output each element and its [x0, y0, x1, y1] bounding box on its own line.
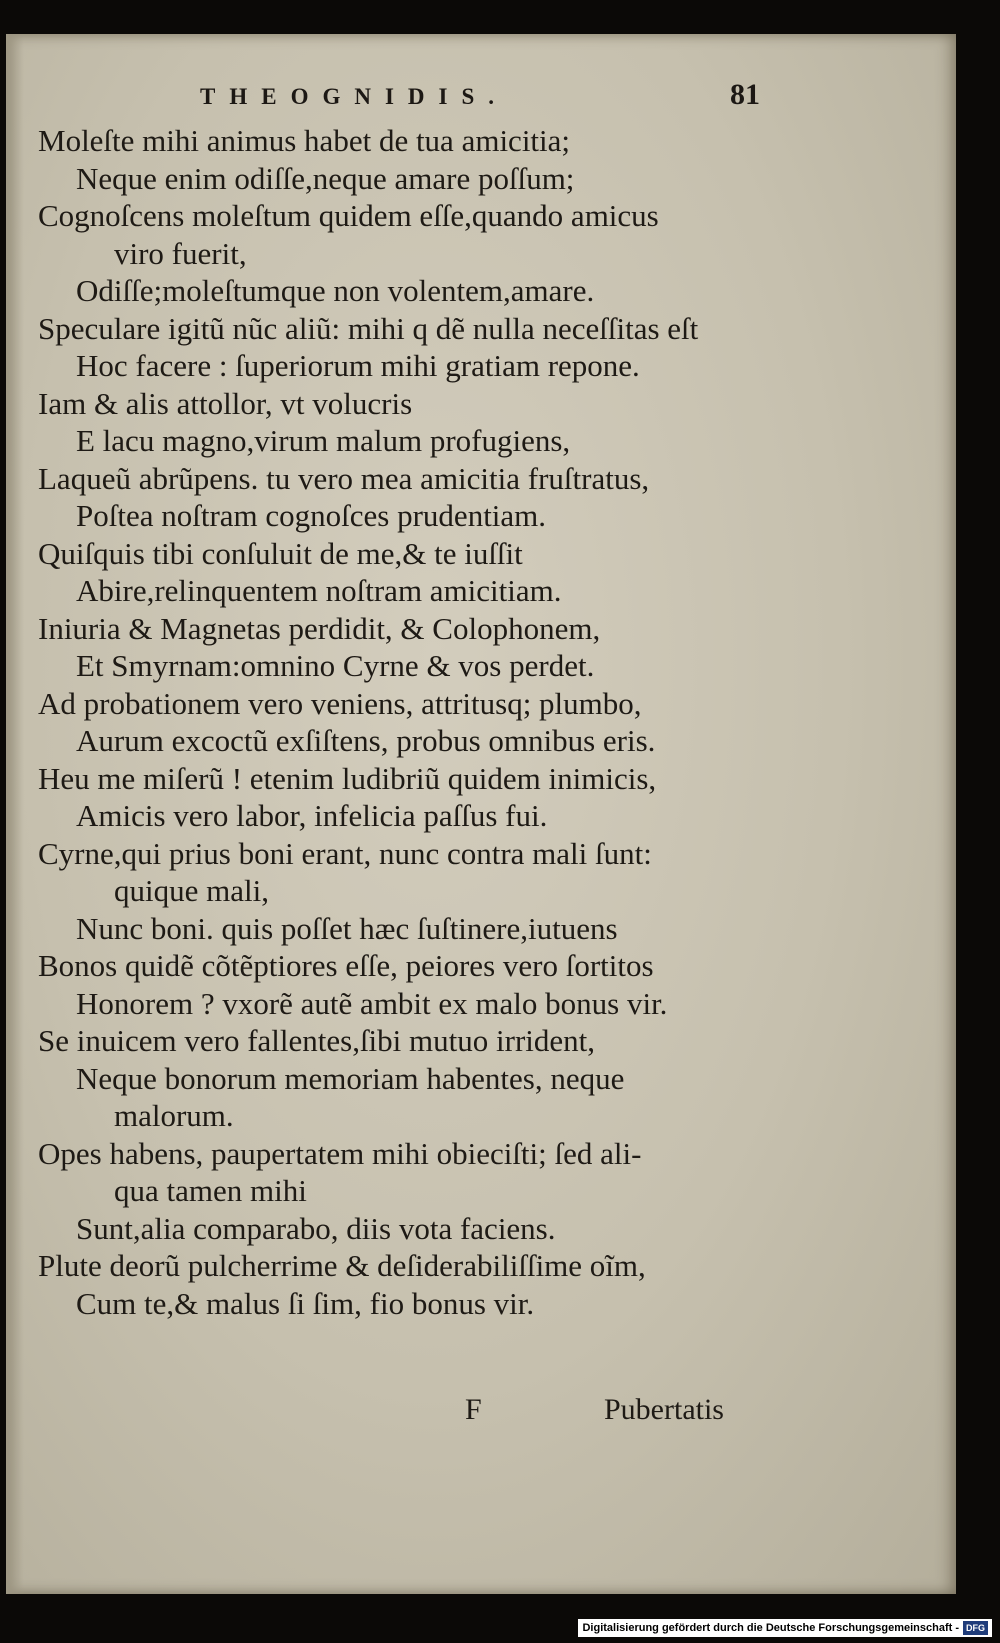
verse-text	[30, 122, 770, 1322]
verse-line: Neque bonorum memoriam habentes, neque	[76, 1060, 625, 1096]
verse-line: Cognoſcens moleſtum quidem eſſe,quando amicus	[38, 198, 659, 233]
verse-line: viro fuerit,	[114, 235, 247, 271]
digitization-credit	[578, 1619, 992, 1637]
page-gutter-shadow	[6, 34, 24, 1594]
verse-line: Laqueũ abrũpens. tu vero mea amicitia fruſtratus,	[38, 460, 650, 496]
verse-line: Cyrne,qui prius boni erant, nunc contra mali ſunt:	[38, 835, 652, 871]
verse-line: Plute deorũ pulcherrime & deſiderabiliſſime oĩm,	[38, 1248, 646, 1283]
credit-text: Digitalisierung gefördert durch die Deutsche Forschungsgemeinschaft -	[582, 1622, 959, 1634]
verse-line: Aurum excoctũ exſiſtens, probus omnibus eris.	[76, 723, 656, 758]
verse-line: malorum.	[114, 1098, 234, 1133]
verse-line: Nunc boni. quis poſſet hæc ſuſtinere,iutuens	[76, 910, 618, 946]
catchword: Pubertatis	[604, 1393, 724, 1426]
verse-line: Honorem ? vxorẽ autẽ ambit ex malo bonus vir.	[76, 985, 668, 1021]
verse-line: Iam & alis attollor, vt volucris	[38, 385, 413, 421]
verse-line: Speculare igitũ nũc aliũ: mihi q dẽ nulla neceſſitas eſt	[38, 310, 699, 346]
folio-number: 81	[730, 78, 760, 111]
running-head: THEOGNIDIS.	[200, 84, 509, 109]
signature-mark: F	[465, 1393, 482, 1426]
verse-line: E lacu magno,virum malum profugiens,	[76, 423, 571, 458]
verse-line: Abire,relinquentem noſtram amicitiam.	[76, 573, 562, 608]
dfg-logo: DFG	[963, 1621, 988, 1635]
verse-line: qua tamen mihi	[114, 1173, 307, 1208]
verse-line: Moleſte mihi animus habet de tua amicitia;	[38, 123, 571, 158]
verse-line: Amicis vero labor, infelicia paſſus fui.	[76, 798, 548, 833]
verse-line: Poſtea noſtram cognoſces prudentiam.	[76, 498, 547, 533]
verse-line: Cum te,& malus ſi ſim, fio bonus vir.	[76, 1285, 535, 1321]
verse-line: Hoc facere : ſuperiorum mihi gratiam repone.	[76, 348, 640, 383]
verse-line: quique mali,	[114, 873, 269, 908]
verse-line: Sunt,alia comparabo, diis vota faciens.	[76, 1210, 556, 1246]
verse-line: Bonos quidẽ cõtẽptiores eſſe, peiores vero ſortitos	[38, 948, 654, 983]
verse-line: Iniuria & Magnetas perdidit, & Colophonem,	[38, 610, 601, 646]
verse-line: Se inuicem vero fallentes,ſibi mutuo irrident,	[38, 1023, 596, 1058]
verse-line: Heu me miſerũ ! etenim ludibriũ quidem inimicis,	[38, 760, 657, 796]
verse-line: Et Smyrnam:omnino Cyrne & vos perdet.	[76, 648, 595, 683]
verse-line: Ad probationem vero veniens, attritusq; plumbo,	[38, 685, 642, 721]
verse-line: Odiſſe;moleſtumque non volentem,amare.	[76, 273, 595, 308]
verse-line: Quiſquis tibi conſuluit de me,& te iuſſit	[38, 535, 523, 571]
verse-line: Opes habens, paupertatem mihi obieciſti; ſed ali-	[38, 1135, 642, 1171]
verse-line: Neque enim odiſſe,neque amare poſſum;	[76, 160, 575, 196]
